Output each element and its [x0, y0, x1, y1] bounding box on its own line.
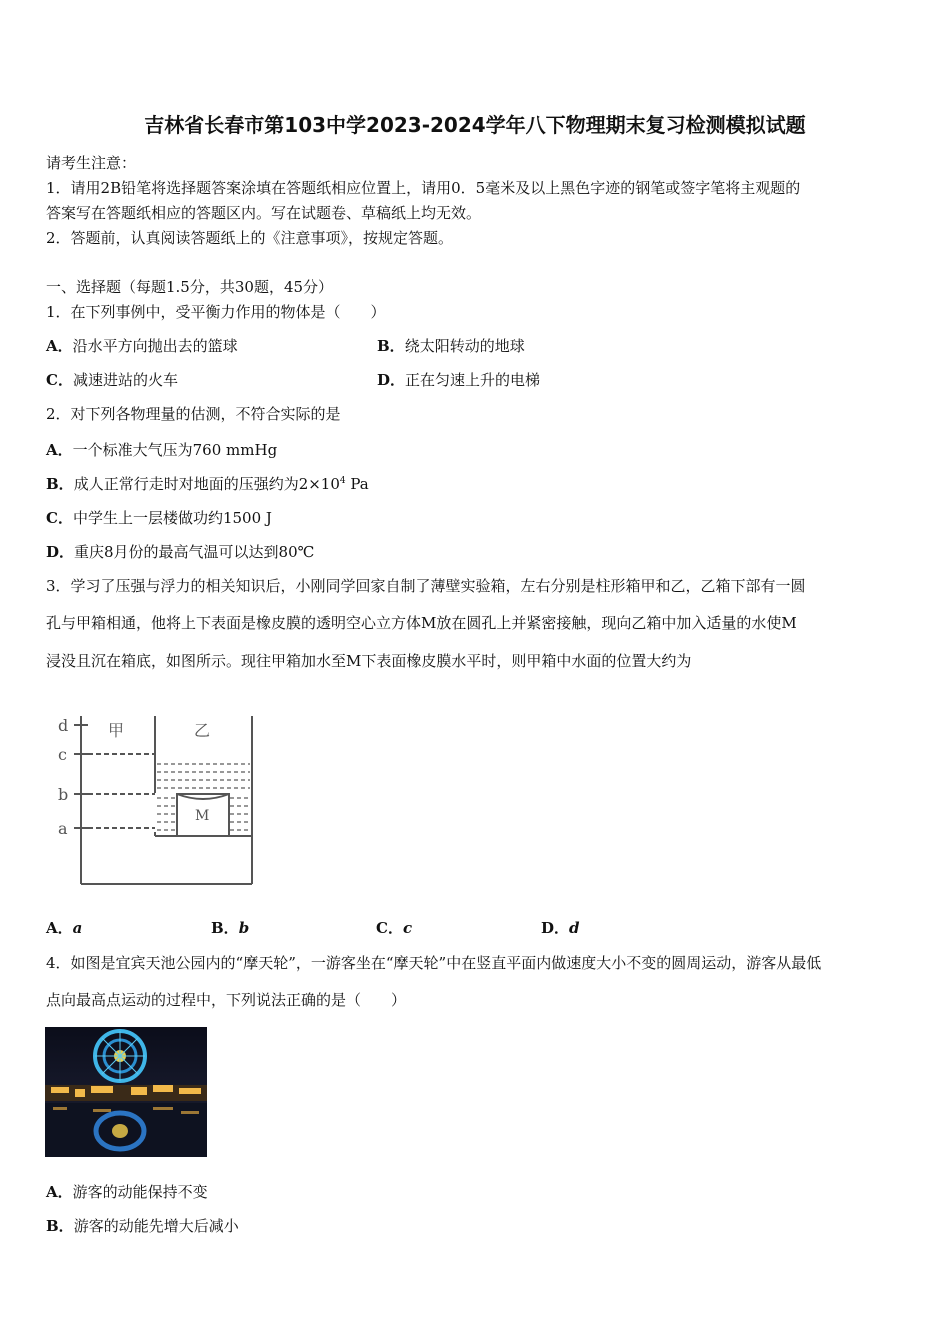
option-text: c	[402, 919, 413, 937]
q2-option-a	[46, 440, 277, 460]
q4-stem-line-2: 点向最高点运动的过程中，下列说法正确的是（ ）	[46, 991, 407, 1009]
q4-option-a	[46, 1182, 208, 1202]
q2-option-b	[46, 474, 369, 494]
q3-option-b	[211, 918, 249, 938]
cube-label-m: M	[195, 808, 210, 824]
option-letter: C．	[46, 509, 73, 527]
q1-option-b	[377, 336, 525, 356]
option-text: 沿水平方向抛出去的篮球	[72, 337, 238, 355]
option-letter: D．	[377, 371, 406, 389]
notice-item-2: 2．答题前，认真阅读答题纸上的《注意事项》，按规定答题。	[46, 229, 454, 247]
option-letter: A．	[46, 441, 73, 459]
q1-option-c	[46, 370, 178, 390]
option-text: a	[72, 919, 83, 937]
option-text: 游客的动能先增大后减小	[73, 1217, 239, 1235]
option-letter: B．	[46, 1217, 74, 1235]
option-letter: B．	[46, 475, 74, 493]
option-text: 正在匀速上升的电梯	[405, 371, 541, 389]
option-letter: A．	[46, 1183, 73, 1201]
q1-option-d	[377, 370, 540, 390]
option-text: 一个标准大气压为760 mmHg	[72, 441, 278, 459]
box-label-jia: 甲	[108, 721, 125, 740]
option-text: 游客的动能保持不变	[72, 1183, 208, 1201]
q3-option-d	[541, 918, 580, 938]
box-label-yi: 乙	[194, 721, 211, 740]
option-text: d	[569, 919, 580, 937]
option-letter: B．	[377, 337, 405, 355]
option-letter: D．	[46, 543, 75, 561]
option-letter: B．	[211, 919, 239, 937]
q3-option-a	[46, 918, 82, 938]
page-title: 吉林省长春市第103中学2023-2024学年八下物理期末复习检测模拟试题	[144, 113, 806, 137]
q2-option-c	[46, 508, 272, 528]
option-text: 成人正常行走时对地面的压强约为2×10	[73, 475, 340, 493]
section-heading: 一、选择题（每题1.5分，共30题，45分）	[46, 278, 334, 296]
q1-stem: 1．在下列事例中，受平衡力作用的物体是（ ）	[46, 303, 386, 321]
q1-option-a	[46, 336, 238, 356]
exponent: 4	[339, 476, 346, 486]
q2-option-d	[46, 542, 314, 562]
q3-stem-line-3: 浸没且沉在箱底，如图所示。现往甲箱加水至M下表面橡皮膜水平时，则甲箱中水面的位置大约为	[46, 652, 692, 670]
option-text: 减速进站的火车	[72, 371, 178, 389]
option-letter: C．	[376, 919, 403, 937]
level-label-b: b	[58, 785, 69, 804]
q4-option-b	[46, 1216, 239, 1236]
q3-option-c	[376, 918, 412, 938]
option-unit: Pa	[345, 475, 369, 493]
option-letter: C．	[46, 371, 73, 389]
notice-item-1-cont: 答案写在答题纸相应的答题区内。写在试题卷、草稿纸上均无效。	[46, 204, 482, 222]
level-label-c: c	[58, 745, 67, 764]
notice-item-1: 1．请用2B铅笔将选择题答案涂填在答题纸相应位置上，请用0．5毫米及以上黑色字迹的钢笔或签字笔将主观题的	[46, 179, 801, 197]
option-letter: A．	[46, 919, 73, 937]
q3-stem-line-2: 孔与甲箱相通，他将上下表面是橡皮膜的透明空心立方体M放在圆孔上并紧密接触，现向乙箱中加入适量的水使M	[46, 614, 797, 632]
option-text: 重庆8月份的最高气温可以达到80℃	[74, 543, 315, 561]
level-label-a: a	[58, 819, 68, 838]
option-text: 中学生上一层楼做功约1500 J	[72, 509, 272, 527]
experiment-box-diagram	[52, 708, 262, 890]
q3-stem-line-1: 3．学习了压强与浮力的相关知识后，小刚同学回家自制了薄壁实验箱，左右分别是柱形箱甲和乙，乙箱下部有一圆	[46, 577, 806, 595]
option-text: 绕太阳转动的地球	[404, 337, 525, 355]
ferris-wheel-photo	[45, 1027, 207, 1157]
notice-heading: 请考生注意：	[46, 154, 137, 172]
ferris-wheel-icon	[95, 1031, 145, 1081]
option-text: b	[238, 919, 250, 937]
option-letter: A．	[46, 337, 73, 355]
level-label-d: d	[58, 716, 69, 735]
option-letter: D．	[541, 919, 570, 937]
q2-stem: 2．对下列各物理量的估测，不符合实际的是	[46, 405, 341, 423]
q4-stem-line-1: 4．如图是宜宾天池公园内的“摩天轮”，一游客坐在“摩天轮”中在竖直平面内做速度大小不变的圆周运动，游客从最低	[46, 954, 822, 972]
